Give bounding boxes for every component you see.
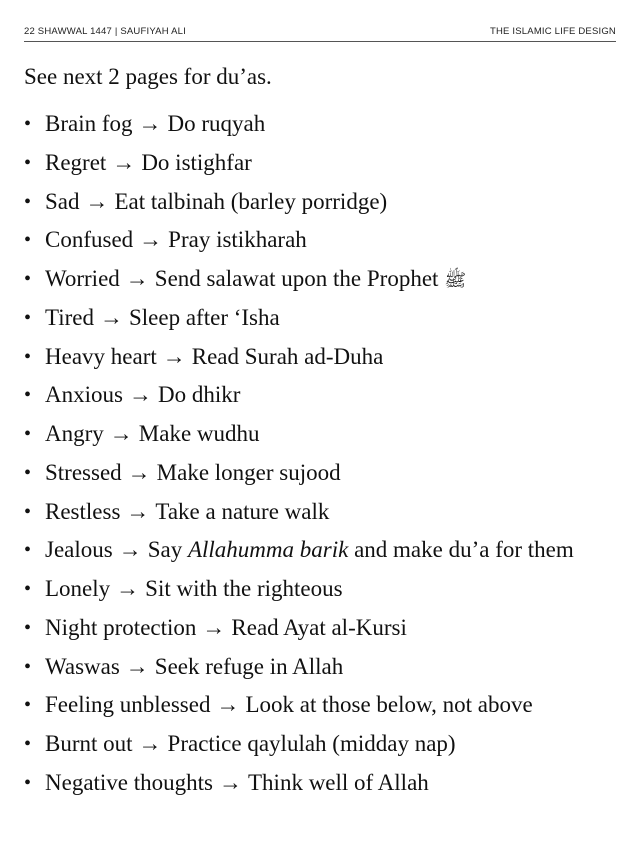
- feeling-label: Stressed: [45, 459, 122, 485]
- arrow-right-icon: →: [139, 227, 163, 253]
- feeling-label: Sad: [45, 188, 80, 214]
- list-item: [24, 535, 574, 574]
- feeling-label: Heavy heart: [45, 343, 157, 369]
- remedy-label: Take a nature walk: [155, 498, 330, 524]
- bullet-icon: •: [24, 345, 32, 368]
- bullet-icon: •: [24, 733, 32, 755]
- feeling-label: Tired: [45, 304, 94, 330]
- list-item-text: [45, 458, 341, 488]
- feeling-label: Negative thoughts: [45, 769, 213, 795]
- feeling-label: Waswas: [45, 653, 120, 679]
- remedy-label: Make longer sujood: [156, 459, 341, 485]
- feeling-label: Worried: [45, 266, 120, 291]
- remedy-label: Sleep after ‘Isha: [129, 304, 280, 330]
- feeling-label: Night protection: [45, 614, 197, 640]
- feeling-label: Regret: [45, 149, 107, 175]
- list-item: [24, 729, 574, 768]
- remedy-label: Eat talbinah (barley porridge): [114, 188, 388, 214]
- list-item-text: [45, 419, 260, 449]
- list-item: [24, 574, 574, 613]
- header-date-author: 22 SHAWWAL 1447 | SAUFIYAH ALI: [24, 25, 186, 37]
- feeling-label: Burnt out: [45, 731, 133, 756]
- bullet-icon: •: [24, 190, 32, 213]
- remedy-label: Practice qaylulah (midday nap): [167, 731, 456, 756]
- list-item-text: [45, 303, 280, 333]
- arrow-right-icon: →: [138, 111, 162, 136]
- remedy-label: Do dhikr: [157, 382, 241, 408]
- bullet-icon: •: [24, 151, 32, 174]
- list-item-text: [45, 264, 466, 296]
- list-item-text: [45, 535, 574, 565]
- bullet-icon: •: [24, 539, 32, 562]
- bullet-icon: •: [24, 306, 32, 329]
- bullet-icon: •: [24, 384, 32, 407]
- list-item: [24, 768, 574, 807]
- arrow-right-icon: →: [162, 343, 186, 369]
- intro-text: See next 2 pages for du’as.: [24, 64, 272, 89]
- list-item: [24, 690, 574, 729]
- list-item: [24, 187, 574, 226]
- feeling-label: Feeling unblessed: [45, 692, 211, 718]
- header-divider: [24, 41, 616, 42]
- list-item-text: [45, 225, 307, 255]
- list-item: [24, 613, 574, 652]
- arrow-right-icon: →: [138, 731, 162, 756]
- remedy-italic-phrase: Allahumma barik: [187, 537, 349, 563]
- bullet-icon: •: [24, 655, 32, 678]
- arrow-right-icon: →: [127, 459, 151, 485]
- list-item-text: [45, 652, 343, 682]
- arrow-right-icon: →: [116, 576, 140, 601]
- feeling-label: Brain fog: [45, 111, 133, 136]
- list-item: [24, 419, 574, 458]
- arrow-right-icon: →: [100, 304, 123, 330]
- feeling-label: Jealous: [45, 537, 113, 563]
- feeling-label: Lonely: [45, 576, 111, 601]
- list-item: [24, 652, 574, 691]
- bullet-icon: •: [24, 694, 32, 717]
- arrow-right-icon: →: [118, 537, 142, 563]
- list-item: [24, 109, 574, 148]
- page-header: [24, 22, 616, 40]
- remedy-label-continued: and make du’a for them: [348, 537, 574, 563]
- list-item: [24, 303, 574, 342]
- arrow-right-icon: →: [216, 692, 240, 718]
- arrow-right-icon: →: [126, 498, 150, 524]
- arrow-right-icon: →: [125, 266, 149, 291]
- arrow-right-icon: →: [125, 653, 149, 679]
- bullet-icon: •: [24, 616, 32, 639]
- remedy-label: Sit with the righteous: [145, 576, 343, 601]
- list-item: [24, 148, 574, 187]
- remedy-label: Do istighfar: [141, 149, 252, 175]
- feeling-label: Angry: [45, 421, 104, 446]
- list-item: [24, 225, 574, 264]
- list-item: [24, 458, 574, 497]
- arrow-right-icon: →: [219, 769, 242, 795]
- bullet-icon: •: [24, 229, 32, 252]
- arrow-right-icon: →: [85, 188, 109, 214]
- arrow-right-icon: →: [109, 421, 133, 446]
- arrow-right-icon: →: [112, 149, 136, 175]
- list-item-text: [45, 148, 252, 178]
- list-item: [24, 342, 574, 381]
- list-item-text: [45, 109, 265, 139]
- list-item: [24, 264, 574, 303]
- feeling-label: Restless: [45, 498, 121, 524]
- remedy-label: Say: [147, 537, 188, 563]
- remedy-label: Look at those below, not above: [245, 692, 533, 718]
- feeling-label: Anxious: [45, 382, 123, 408]
- remedy-label: Read Surah ad-Duha: [191, 343, 384, 369]
- list-item-text: [45, 613, 407, 643]
- bullet-icon: •: [24, 771, 32, 794]
- feeling-label: Confused: [45, 227, 134, 253]
- bullet-icon: •: [24, 461, 32, 484]
- bullet-icon: •: [24, 578, 32, 600]
- list-item: [24, 497, 574, 536]
- list-item-text: [45, 729, 456, 759]
- list-item-text: [45, 497, 329, 527]
- bullet-icon: •: [24, 268, 32, 290]
- salawat-honorific-icon: ﷺ: [444, 270, 467, 291]
- remedy-label: Pray istikharah: [168, 227, 307, 253]
- remedy-label: Seek refuge in Allah: [154, 653, 344, 679]
- list-item-text: [45, 187, 387, 217]
- bullet-icon: •: [24, 113, 32, 135]
- header-publication: THE ISLAMIC LIFE DESIGN: [489, 25, 616, 37]
- list-item-text: [45, 768, 429, 798]
- remedy-label: Do ruqyah: [167, 111, 266, 136]
- remedy-label: Think well of Allah: [248, 769, 429, 795]
- remedy-label: Read Ayat al-Kursi: [231, 614, 407, 640]
- arrow-right-icon: →: [202, 614, 226, 640]
- list-item-text: [45, 574, 343, 604]
- remedy-label: Make wudhu: [138, 421, 260, 446]
- remedy-label: Send salawat upon the Prophet: [154, 266, 439, 291]
- list-item-text: [45, 380, 240, 410]
- list-item-text: [45, 342, 383, 372]
- bullet-icon: •: [24, 423, 32, 445]
- remedy-list: [24, 109, 574, 807]
- list-item-text: [45, 690, 533, 720]
- arrow-right-icon: →: [128, 382, 152, 408]
- list-item: [24, 380, 574, 419]
- bullet-icon: •: [24, 500, 32, 523]
